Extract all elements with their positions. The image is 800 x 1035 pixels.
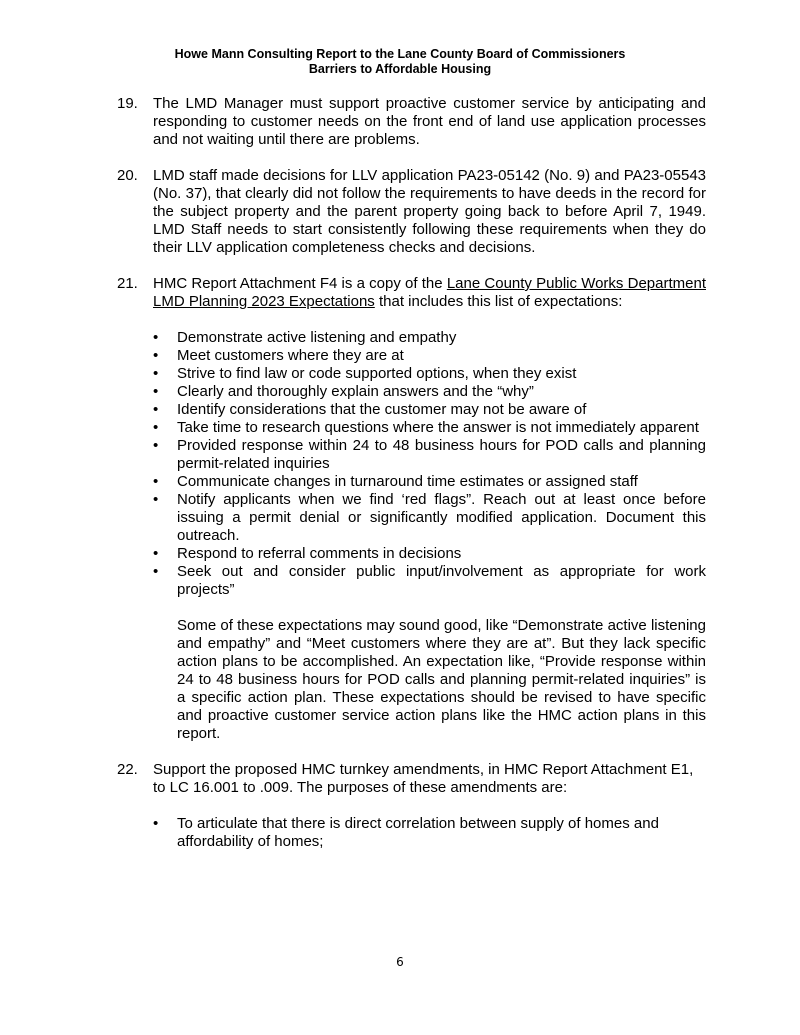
item-text-after: that includes this list of expectations: bbox=[374, 293, 623, 310]
list-item: • Respond to referral comments in decisions bbox=[177, 545, 706, 563]
item-text bbox=[153, 275, 706, 311]
expectations-list bbox=[153, 329, 706, 599]
numbered-item-22 bbox=[117, 761, 706, 851]
list-item: • Take time to research questions where the answer is not immediately apparent bbox=[177, 419, 706, 437]
item-text: LMD staff made decisions for LLV application PA23-05142 (No. 9) and PA23-05543 (No. 37), that clearly did not follow the requirements to have deeds in the record for the subject property and the parent property going back to before April 7, 1949. LMD Staff needs to start consistently following these requirements when they do their LLV application completeness checks and decisions. bbox=[153, 167, 706, 256]
document-body bbox=[117, 95, 706, 869]
list-item: • Notify applicants when we find ‘red flags”. Reach out at least once before issuing a permit denial or significantly modified application. Document this outreach. bbox=[177, 491, 706, 545]
expectations-commentary: Some of these expectations may sound good, like “Demonstrate active listening and empathy” and “Meet customers where they are at”. But they lack specific action plans to be accomplished. An expectation like, “Provide response within 24 to 48 business hours for POD calls and planning permit-related inquiries” is a specific action plan. These expectations should be revised to have specific and proactive customer service action plans like the HMC action plans in this report. bbox=[177, 617, 706, 742]
list-item: • To articulate that there is direct correlation between supply of homes and affordability of homes; bbox=[177, 815, 706, 851]
item-number: 22. bbox=[117, 761, 138, 778]
list-item: • Clearly and thoroughly explain answers and the “why” bbox=[177, 383, 706, 401]
header-line-2: Barriers to Affordable Housing bbox=[308, 62, 492, 76]
item-text: Support the proposed HMC turnkey amendments, in HMC Report Attachment E1, to LC 16.001 to .009. The purposes of these amendments are: bbox=[153, 761, 694, 796]
list-item: • Identify considerations that the customer may not be aware of bbox=[177, 401, 706, 419]
item-number: 20. bbox=[117, 167, 138, 184]
numbered-item-19 bbox=[117, 95, 706, 149]
numbered-item-21 bbox=[117, 275, 706, 743]
page-number: 6 bbox=[396, 955, 404, 969]
expectations-document-title: Lane County Public Works Department LMD Planning 2023 Expectations bbox=[153, 275, 707, 310]
item-number: 19. bbox=[117, 95, 138, 112]
item-number: 21. bbox=[117, 275, 138, 292]
numbered-item-20 bbox=[117, 167, 706, 257]
header-line-1: Howe Mann Consulting Report to the Lane County Board of Commissioners bbox=[174, 47, 626, 61]
list-item: • Meet customers where they are at bbox=[177, 347, 706, 365]
list-item: • Strive to find law or code supported options, when they exist bbox=[177, 365, 706, 383]
report-header bbox=[0, 47, 800, 77]
item-text: The LMD Manager must support proactive customer service by anticipating and responding to customer needs on the front end of land use application processes and not waiting until there are problems. bbox=[153, 95, 706, 148]
list-item: • Seek out and consider public input/involvement as appropriate for work projects” bbox=[177, 563, 706, 599]
list-item: • Demonstrate active listening and empathy bbox=[177, 329, 706, 347]
list-item: • Provided response within 24 to 48 business hours for POD calls and planning permit-related inquiries bbox=[177, 437, 706, 473]
list-item: • Communicate changes in turnaround time estimates or assigned staff bbox=[177, 473, 706, 491]
amendment-purposes-list bbox=[153, 815, 706, 851]
item-text-before: HMC Report Attachment F4 is a copy of the bbox=[153, 275, 447, 292]
